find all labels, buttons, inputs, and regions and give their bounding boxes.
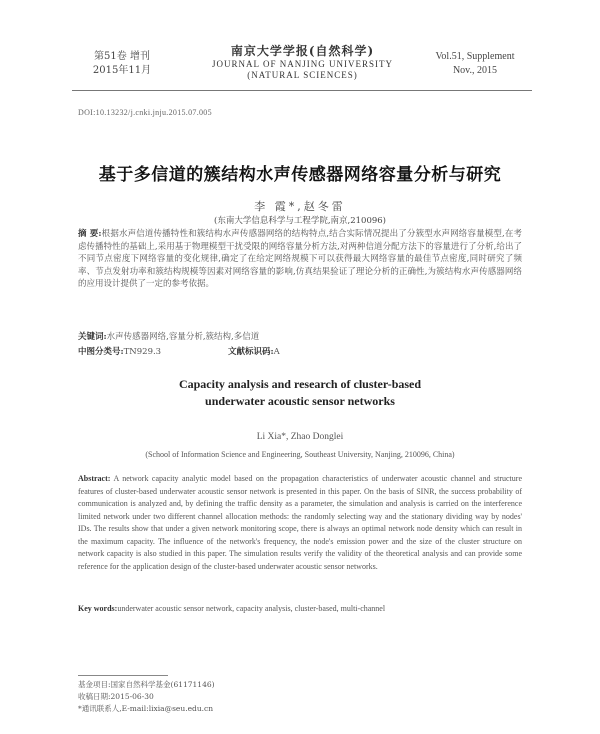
journal-header [195, 44, 410, 81]
abstract-label-cn: 摘 要: [78, 229, 102, 239]
title-en-line1: Capacity analysis and research of cluster-based [178, 377, 422, 391]
authors-cn: 李 霞*,赵冬雷 [254, 200, 346, 213]
paper-title-en [60, 376, 540, 410]
date-line: 2015年11月 [92, 65, 152, 76]
header-divider [72, 90, 532, 91]
clc-value: TN929.3 [123, 347, 162, 357]
keywords-text-en: underwater acoustic sensor network, capacity analysis, cluster-based, multi-channel [117, 604, 386, 613]
abstract-label-en: Abstract: [78, 474, 111, 483]
footnote-divider [78, 675, 168, 676]
abstract-text-en: A network capacity analytic model based on the propagation characteristics of underwater acoustic channel and structure features of cluster-based underwater acoustic sensor network is presented in this paper. On the basis of SINR, the success probability of communication is analyzed and, by defining the traffic density as a parameter, the simulation and analysis is carried on the interference limited network under two different channel allocation methods: the randomly selecting way and the stationary dividing way by nodes' IDs. The results show that under a given network monitoring scope, there is always an optimal network node density which can result in the maximum capacity. The influence of the network's frequency, the node's emission power and the size of the cluster structure on network capacity is also studied in this paper. The simulation results verify the validity of the theoretical analysis and can provide some reference for the application design of the cluster-based underwater acoustic sensor networks. [78, 474, 522, 571]
journal-name-cn: 南京大学学报(自然科学) [230, 44, 375, 58]
paper-title-cn: 基于多信道的簇结构水声传感器网络容量分析与研究 [98, 165, 502, 185]
clc-label: 中图分类号: [78, 347, 124, 357]
title-en-line2: underwater acoustic sensor networks [205, 394, 395, 408]
affiliation-en: (School of Information Science and Engineering, Southeast University, Nanjing, 210096, China) [145, 450, 455, 459]
classification-row [78, 345, 522, 357]
keywords-label-en: Key words: [78, 604, 118, 613]
volume-line-en: Vol.51, Supplement [435, 51, 515, 62]
journal-name-en: JOURNAL OF NANJING UNIVERSITY [212, 59, 393, 69]
keywords-label-cn: 关键词: [78, 332, 107, 342]
doccode-value: A [273, 347, 280, 357]
doi: DOI:10.13232/j.cnki.jnju.2015.07.005 [78, 108, 212, 117]
volume-issue [82, 50, 162, 78]
corresponding-author: *通讯联系人,E-mail:lixia@seu.edu.cn [78, 704, 214, 713]
journal-subtitle-en: (NATURAL SCIENCES) [247, 70, 358, 80]
keywords-text-cn: 水声传感器网络,容量分析,簇结构,多信道 [106, 332, 260, 342]
funding-note: 基金项目:国家自然科学基金(61171146) [78, 680, 215, 689]
keywords-cn [78, 330, 522, 342]
affiliation-cn: (东南大学信息科学与工程学院,南京,210096) [214, 216, 386, 226]
abstract-cn [78, 228, 522, 291]
footnotes [78, 679, 215, 715]
date-line-en: Nov., 2015 [452, 65, 498, 76]
abstract-en [78, 473, 522, 573]
authors-en: Li Xia*, Zhao Donglei [256, 432, 344, 442]
keywords-en [78, 604, 522, 613]
doccode-label: 文献标识码: [228, 347, 274, 357]
abstract-text-cn: 根据水声信道传播特性和簇结构水声传感器网络的结构特点,结合实际情况提出了分簇型水声网络容量模型,在考虑传播特性的基础上,采用基于物理模型干扰受限的网络容量分析方法,对两种信道分配方法下的容量进行了分析,给出了不同节点密度下网络容量的变化规律,确定了在给定网络规模下可以获得最大网络容量的最佳节点密度,同时研究了频率、节点发射功率和簇结构规模等因素对网络容量的影响,仿真结果验证了理论分析的正确性,为簇结构水声传感器网络的应用设计提供了一定的参考依据。 [78, 229, 522, 289]
volume-issue-en [420, 50, 530, 78]
document-code [228, 345, 280, 357]
volume-line: 第51卷 增刊 [94, 51, 150, 62]
received-date: 收稿日期:2015-06-30 [78, 692, 154, 701]
